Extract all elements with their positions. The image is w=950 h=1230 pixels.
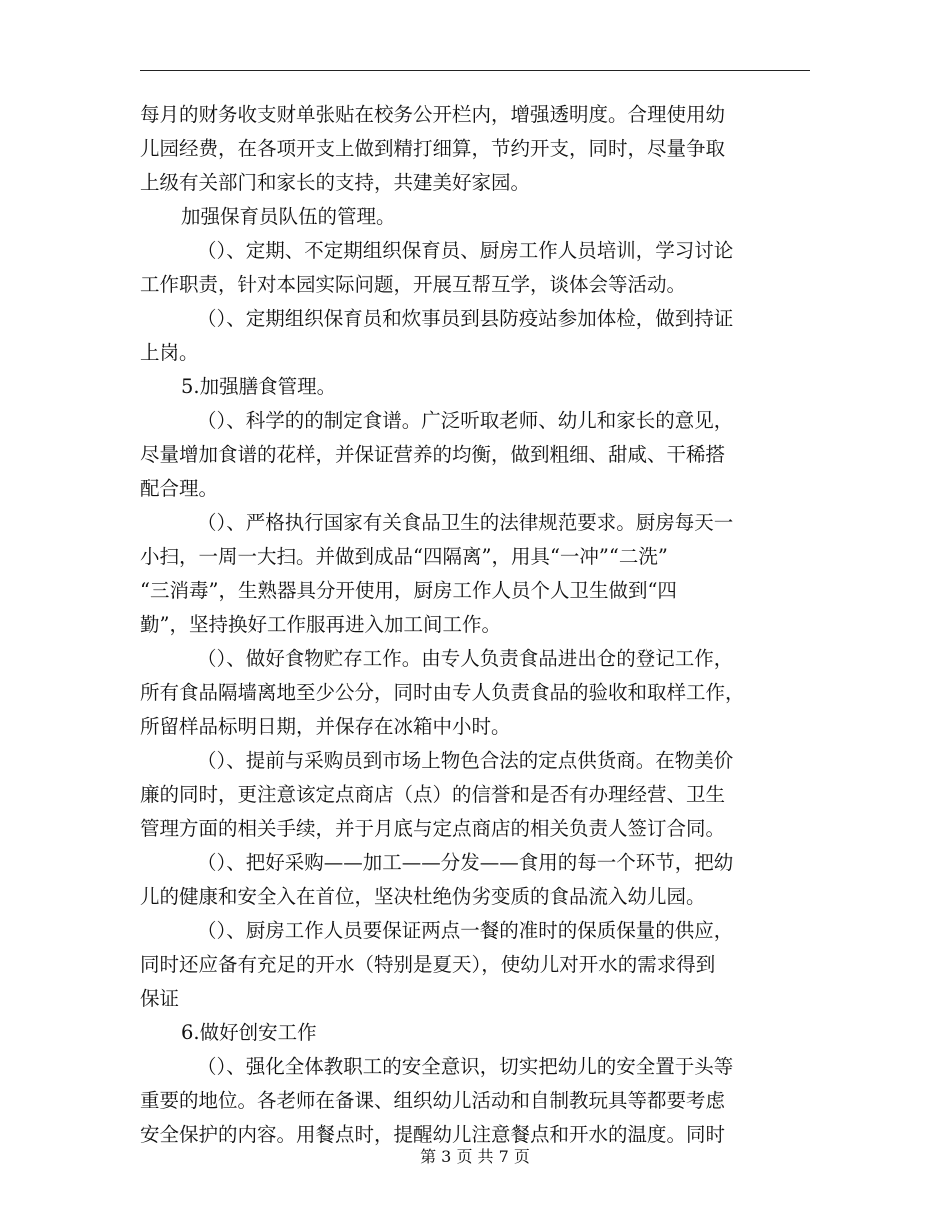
text-line: “三消毒”，生熟器具分开使用，厨房工作人员个人卫生做到“四 bbox=[140, 579, 677, 602]
page-number-footer: 第 3 页 共 7 页 bbox=[420, 1147, 530, 1166]
header-rule bbox=[140, 70, 810, 71]
text-line: 工作职责，针对本园实际问题，开展互帮互学，谈体会等活动。 bbox=[140, 273, 687, 296]
text-line: （）、严格执行国家有关食品卫生的法律规范要求。厨房每天一 bbox=[197, 511, 734, 534]
text-line: （）、强化全体教职工的安全意识，切实把幼儿的安全置于头等 bbox=[197, 1055, 734, 1078]
section-heading: 6.做好创安工作 bbox=[181, 1021, 317, 1044]
text-line: 每月的财务收支财单张贴在校务公开栏内，增强透明度。合理使用幼 bbox=[140, 103, 726, 126]
text-line: 安全保护的内容。用餐点时，提醒幼儿注意餐点和开水的温度。同时 bbox=[140, 1123, 726, 1146]
text-line: （）、定期、不定期组织保育员、厨房工作人员培训，学习讨论 bbox=[197, 239, 734, 262]
text-line: 管理方面的相关手续，并于月底与定点商店的相关负责人签订合同。 bbox=[140, 817, 726, 840]
text-line: 所有食品隔墙离地至少公分，同时由专人负责食品的验收和取样工作， bbox=[140, 681, 745, 704]
text-line: 儿园经费，在各项开支上做到精打细算，节约开支，同时，尽量争取 bbox=[140, 137, 726, 160]
text-line: 同时还应备有充足的开水（特别是夏天），使幼儿对开水的需求得到 bbox=[140, 953, 716, 976]
text-line: 小扫，一周一大扫。并做到成品“四隔离”，用具“一冲”“二洗” bbox=[140, 545, 668, 568]
text-line: 上级有关部门和家长的支持，共建美好家园。 bbox=[140, 171, 531, 194]
text-line: 重要的地位。各老师在备课、组织幼儿活动和自制教玩具等都要考虑 bbox=[140, 1089, 726, 1112]
text-line: 儿的健康和安全入在首位，坚决杜绝伪劣变质的食品流入幼儿园。 bbox=[140, 885, 706, 908]
text-line: （）、做好食物贮存工作。由专人负责食品进出仓的登记工作， bbox=[197, 647, 734, 670]
text-line: 配合理。 bbox=[140, 477, 219, 500]
body-text bbox=[140, 98, 810, 1152]
text-line: （）、厨房工作人员要保证两点一餐的准时的保质保量的供应， bbox=[197, 919, 734, 942]
text-line: 廉的同时，更注意该定点商店（点）的信誉和是否有办理经营、卫生 bbox=[140, 783, 726, 806]
text-line: 勤”，坚持换好工作服再进入加工间工作。 bbox=[140, 613, 501, 636]
text-line: 上岗。 bbox=[140, 341, 199, 364]
section-heading: 加强保育员队伍的管理。 bbox=[181, 205, 396, 228]
text-line: （）、把好采购——加工——分发——食用的每一个环节，把幼 bbox=[197, 851, 734, 874]
text-line: （）、提前与采购员到市场上物色合法的定点供货商。在物美价 bbox=[197, 749, 734, 772]
text-line: 保证 bbox=[140, 987, 180, 1010]
text-line: （）、定期组织保育员和炊事员到县防疫站参加体检，做到持证 bbox=[197, 307, 734, 330]
text-line: 所留样品标明日期，并保存在冰箱中小时。 bbox=[140, 715, 511, 738]
text-line: 尽量增加食谱的花样，并保证营养的均衡，做到粗细、甜咸、干稀搭 bbox=[140, 443, 726, 466]
text-line: （）、科学的的制定食谱。广泛听取老师、幼儿和家长的意见， bbox=[197, 409, 734, 432]
section-heading: 5.加强膳食管理。 bbox=[181, 375, 337, 398]
